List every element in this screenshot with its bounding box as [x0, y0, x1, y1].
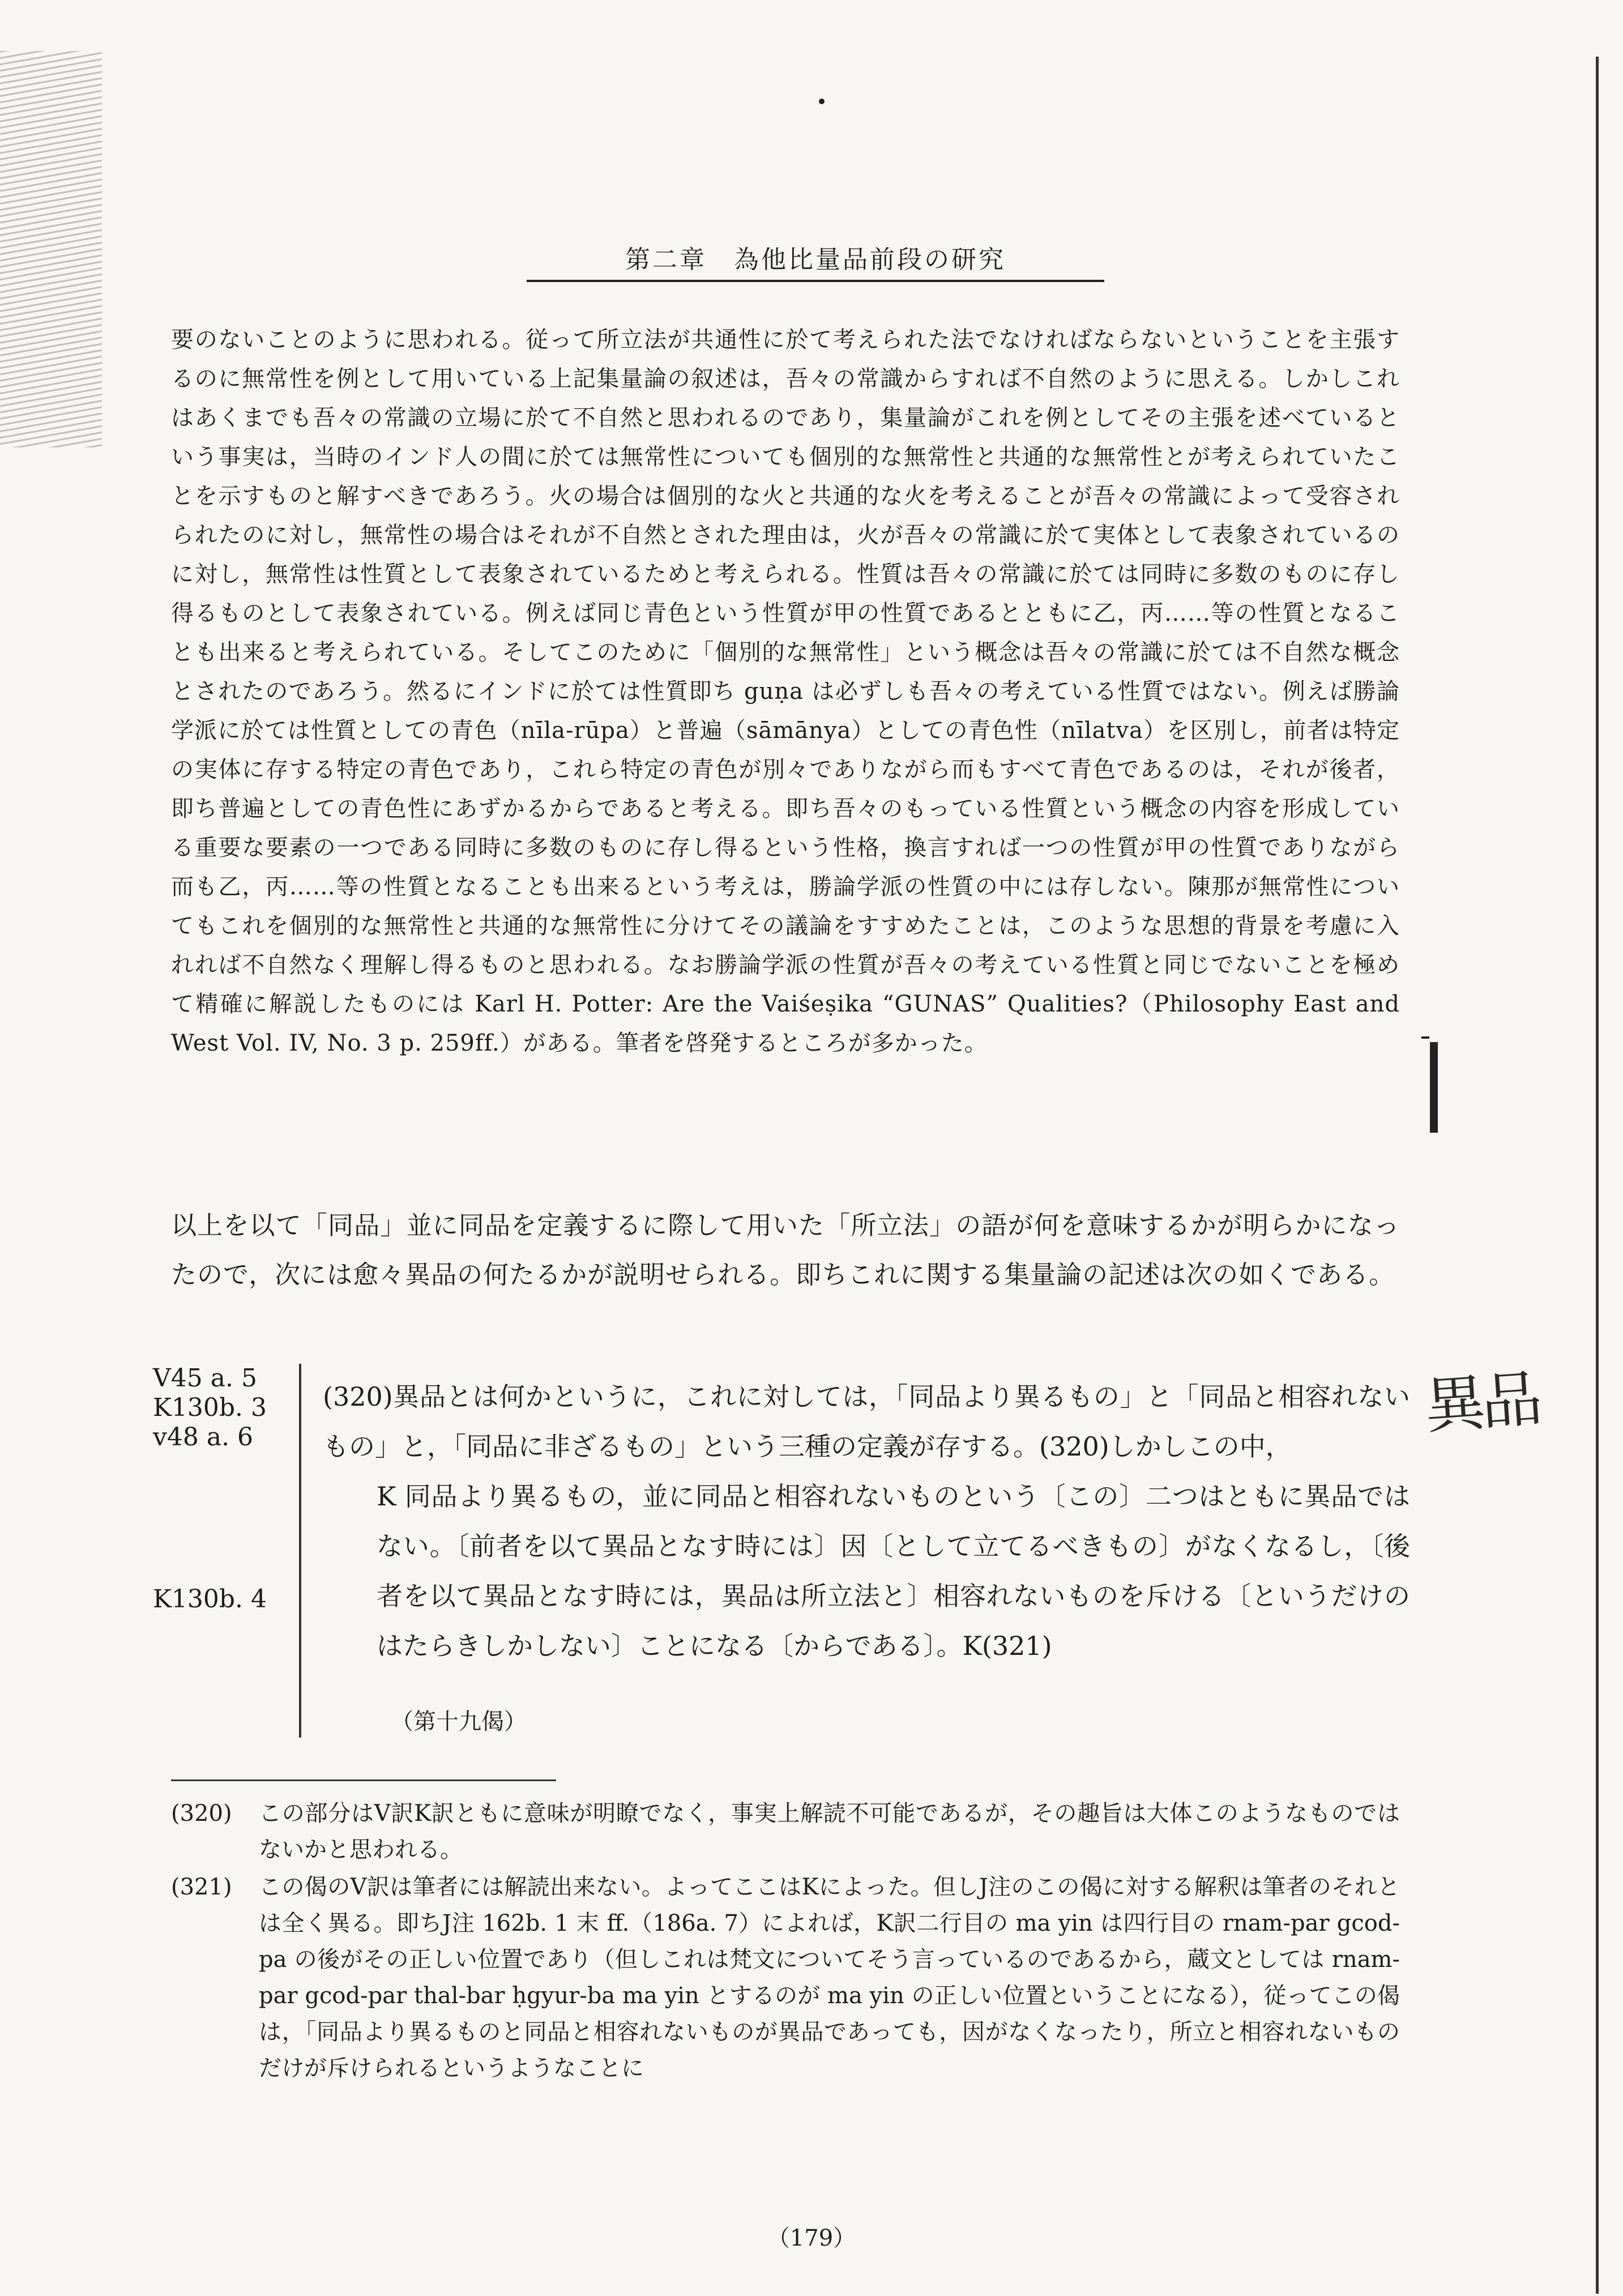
verse-vertical-rule [299, 1364, 301, 1738]
handwritten-margin-note: 異品 [1422, 1364, 1540, 1443]
margin-mark-bar [1430, 1042, 1438, 1133]
verse-references [153, 1364, 289, 1452]
verse-line-intro: (320)異品とは何かというに，これに対しては，「同品より異るもの」と「同品と相容れないもの」と，「同品に非ざるもの」という三種の定義が存する。(320)しかしこの中， [323, 1381, 1410, 1462]
margin-tick [1421, 1036, 1429, 1039]
footnote-321 [171, 1869, 1400, 2086]
verse-text [323, 1372, 1410, 1671]
verse-ref: v48 a. 6 [153, 1423, 254, 1452]
speck-mark [819, 99, 825, 104]
page-number: （179） [767, 2225, 856, 2251]
binding-edge-line [1596, 57, 1599, 2294]
footnote-320 [171, 1795, 1400, 1868]
footnote-number: (320) [171, 1800, 232, 1826]
body-paragraph-1: 要のないことのように思われる。従って所立法が共通性に於て考えられた法でなければならないということを主張するのに無常性を例として用いている上記集量論の叙述は，吾々の常識からすれば不自然のように思える。しかしこれはあくまでも吾々の常識の立場に於て不自然と思われるのであり，集量論がこれを例としてその主張を述べているという事実は，当時のインド人の間に於ては無常性についても個別的な無常性と共通的な無常性とが考えられていたことを示すものと解すべきであろう。火の場合は個別的な火と共通的な火を考えることが吾々の常識によって受容されられたのに対し，無常性の場合はそれが不自然とされた理由は，火が吾々の常識に於て実体として表象されているのに対し，無常性は性質として表象されているためと考えられる。性質は吾々の常識に於ては同時に多数のものに存し得るものとして表象されている。例えば同じ青色という性質が甲の性質であるとともに乙，丙……等の性質となることも出来ると考えられている。そしてこのために「個別的な無常性」という概念は吾々の常識に於ては不自然な概念とされたのであろう。然るにインドに於ては性質即ち guṇa は必ずしも吾々の考えている性質ではない。例えば勝論学派に於ては性質としての青色（nīla-rūpa）と普遍（sāmānya）としての青色性（nīlatva）を区別し，前者は特定の実体に存する特定の青色であり，これら特定の青色が別々でありながら而もすべて青色であるのは，それが後者，即ち普遍としての青色性にあずかるからであると考える。即ち吾々のもっている性質という概念の内容を形成している重要な要素の一つである同時に多数のものに存し得るという性格，換言すれば一つの性質が甲の性質でありながら而も乙，丙……等の性質となることも出来るという考えは，勝論学派の性質の中には存しない。陳那が無常性についてもこれを個別的な無常性と共通的な無常性に分けてその議論をすすめたことは，このような思想的背景を考慮に入れれば不自然なく理解し得るものと思われる。なお勝論学派の性質が吾々の考えている性質と同じでないことを極めて精確に解説したものには Karl H. Potter: Are the Vaiśeṣika “GUNAS” Qualities?（Philosophy East and West Vol. IV, No. 3 p. 259ff.）がある。筆者を啓発するところが多かった。 [171, 327, 1400, 1056]
footnote-text: この部分はV訳K訳ともに意味が明瞭でなく，事実上解読不可能であるが，その趣旨は大体このようなものではないかと思われる。 [259, 1800, 1400, 1863]
footnote-text: この偈のV訳は筆者には解読出来ない。よってここはKによった。但しJ注のこの偈に対する解釈は筆者のそれとは全く異る。即ちJ注 162b. 1 末 ff.（186a. 7）によれば，K訳二行目の ma yin は四行目の rnam-par gcod-pa の後がその正しい位置であり（但しこれは梵文についてそう言っているのであるから，蔵文としては rnam-par gcod-par thal-bar ḥgyur-ba ma yin とするのが ma yin の正しい位置ということになる），従ってこの偈は，「同品より異るものと同品と相容れないものが異品であっても，因がなくなったり，所立と相容れないものだけが斥けられるというようなことに [259, 1874, 1400, 2081]
verse-line-body: K 同品より異るもの，並に同品と相容れないものという〔この〕二つはともに異品ではない。〔前者を以て異品となす時には〕因〔として立てるべきもの〕がなくなるし，〔後者を以て異品となす時には，異品は所立法と〕相容れないものを斥ける〔というだけのはたらきしかしない〕ことになる〔からである〕。K(321) [377, 1481, 1410, 1661]
scan-edge-artifact [0, 51, 102, 447]
body-paragraph-2: 以上を以て「同品」並に同品を定義するに際して用いた「所立法」の語が何を意味するかが明らかになったので，次には愈々異品の何たるかが説明せられる。即ちこれに関する集量論の記述は次の如くである。 [171, 1210, 1400, 1290]
verse-ref: V45 a. 5 [153, 1364, 257, 1393]
verse-ref-k130b4: K130b. 4 [153, 1585, 267, 1614]
verse-ref: K130b. 3 [153, 1393, 267, 1422]
verse-block [153, 1364, 1416, 1749]
footnote-number: (321) [171, 1874, 232, 1900]
verse-caption: （第十九偈） [391, 1709, 527, 1735]
chapter-header: 第二章 為他比量品前段の研究 [527, 239, 1104, 282]
footnote-separator [171, 1779, 556, 1781]
